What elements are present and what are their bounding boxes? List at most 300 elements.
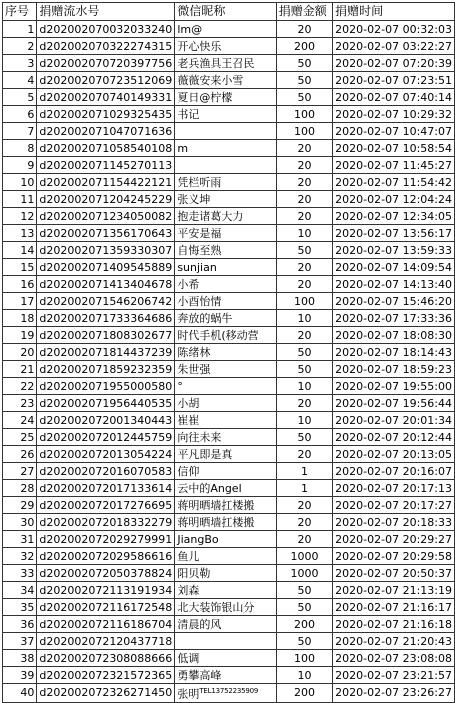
row-index-text: 1 (27, 22, 35, 36)
row-time (333, 667, 455, 684)
row-index (3, 446, 37, 463)
row-time (333, 259, 455, 276)
row-index (3, 344, 37, 361)
row-nickname (175, 429, 276, 446)
row-nickname-tel: TEL13752235909 (199, 687, 259, 695)
row-amount (276, 633, 332, 650)
row-time-text: 2020-02-07 20:18:33 (335, 515, 452, 529)
row-nickname (175, 446, 276, 463)
row-amount (276, 106, 332, 123)
row-time (333, 140, 455, 157)
row-amount (276, 378, 332, 395)
row-nickname (175, 582, 276, 599)
row-amount (276, 480, 332, 497)
header-serial: 捐赠流水号 (37, 3, 175, 21)
row-serial-text: d202002072326271450 (39, 686, 173, 700)
row-time-text: 2020-02-07 03:22:27 (335, 39, 452, 53)
row-time-text: 2020-02-07 07:40:14 (335, 90, 452, 104)
row-serial-text: d202002072321572365 (39, 668, 173, 682)
table-row (3, 123, 455, 140)
row-nickname-text: 奔放的蜗牛 (177, 311, 233, 325)
row-nickname (175, 344, 276, 361)
row-amount (276, 429, 332, 446)
row-serial-text: d202002072116186704 (39, 617, 173, 631)
row-nickname-text: 信仰 (177, 464, 200, 478)
table-row (3, 582, 455, 599)
row-time-text: 2020-02-07 10:58:54 (335, 141, 452, 155)
row-amount-text: 50 (297, 90, 312, 104)
row-nickname (175, 55, 276, 72)
row-nickname (175, 191, 276, 208)
table-row (3, 667, 455, 684)
row-index-text: 13 (20, 226, 35, 240)
row-serial (37, 480, 175, 497)
row-nickname-text: 开心快乐 (177, 39, 222, 53)
row-time (333, 38, 455, 55)
row-serial-text: d202002072308088666 (39, 651, 173, 665)
row-time (333, 191, 455, 208)
table-row (3, 38, 455, 55)
row-nickname-text: 向往未来 (177, 430, 222, 444)
table-row (3, 174, 455, 191)
row-amount-text: 50 (297, 243, 312, 257)
table-row (3, 599, 455, 616)
table-row (3, 429, 455, 446)
row-amount (276, 344, 332, 361)
row-serial (37, 72, 175, 89)
row-time-text: 2020-02-07 19:55:00 (335, 379, 452, 393)
row-serial-text: d202002071956440535 (39, 396, 173, 410)
row-amount-text: 10 (297, 413, 312, 427)
row-serial (37, 89, 175, 106)
table-row (3, 72, 455, 89)
row-time (333, 225, 455, 242)
table-row (3, 191, 455, 208)
row-serial-text: d202002071808302677 (39, 328, 173, 342)
row-serial-text: d202002071359330307 (39, 243, 173, 257)
row-amount (276, 259, 332, 276)
row-time-text: 2020-02-07 11:54:42 (335, 175, 452, 189)
row-nickname (175, 514, 276, 531)
row-amount-text: 10 (297, 668, 312, 682)
header-row (3, 3, 455, 21)
row-time-text: 2020-02-07 13:59:33 (335, 243, 452, 257)
row-time-text: 2020-02-07 14:09:54 (335, 260, 452, 274)
row-serial (37, 548, 175, 565)
row-time-text: 2020-02-07 23:08:08 (335, 651, 452, 665)
row-amount-text: 100 (293, 107, 315, 121)
table-row (3, 361, 455, 378)
row-index (3, 276, 37, 293)
row-amount-text: 20 (297, 175, 312, 189)
row-time-text: 2020-02-07 12:34:05 (335, 209, 452, 223)
row-amount (276, 684, 332, 703)
row-index (3, 480, 37, 497)
row-serial-text: d202002070322274315 (39, 39, 173, 53)
row-serial-text: d202002072017133614 (39, 481, 173, 495)
row-index (3, 565, 37, 582)
row-serial-text: d202002071356170643 (39, 226, 173, 240)
row-index (3, 531, 37, 548)
row-nickname (175, 361, 276, 378)
row-nickname (175, 616, 276, 633)
row-amount (276, 140, 332, 157)
row-amount-text: 200 (293, 617, 315, 631)
row-time (333, 412, 455, 429)
row-time (333, 616, 455, 633)
row-index-text: 24 (20, 413, 35, 427)
row-index (3, 140, 37, 157)
row-nickname (175, 174, 276, 191)
row-time (333, 446, 455, 463)
row-serial-text: d202002070720397756 (39, 56, 173, 70)
row-amount-text: 20 (297, 328, 312, 342)
table-row (3, 548, 455, 565)
row-time-text: 2020-02-07 20:17:27 (335, 498, 452, 512)
row-nickname (175, 259, 276, 276)
row-time (333, 531, 455, 548)
row-nickname (175, 157, 276, 174)
row-amount (276, 157, 332, 174)
table-row (3, 344, 455, 361)
row-amount (276, 327, 332, 344)
row-time (333, 497, 455, 514)
donation-table (2, 2, 455, 703)
row-time-text: 2020-02-07 13:56:17 (335, 226, 452, 240)
row-amount-text: 20 (297, 141, 312, 155)
row-serial-text: d202002071814437239 (39, 345, 173, 359)
row-index (3, 327, 37, 344)
row-amount (276, 72, 332, 89)
row-time (333, 429, 455, 446)
row-amount (276, 497, 332, 514)
row-amount-text: 20 (297, 158, 312, 172)
row-nickname-text: 清晨的风 (177, 617, 222, 631)
row-nickname (175, 208, 276, 225)
row-nickname-text: 平安是福 (177, 226, 222, 240)
row-time-text: 2020-02-07 21:20:43 (335, 634, 452, 648)
row-time-text: 2020-02-07 17:33:36 (335, 311, 452, 325)
row-index-text: 14 (20, 243, 35, 257)
row-time-text: 2020-02-07 18:14:43 (335, 345, 452, 359)
row-amount (276, 361, 332, 378)
row-nickname (175, 480, 276, 497)
row-index (3, 191, 37, 208)
row-amount-text: 200 (293, 686, 315, 700)
row-serial-text: d202002071204245229 (39, 192, 173, 206)
row-nickname (175, 140, 276, 157)
row-amount-text: 50 (297, 345, 312, 359)
row-serial (37, 55, 175, 72)
row-nickname-text: 蒋明晒墙扛楼搬 (177, 498, 255, 512)
row-nickname-text: lm@ (177, 22, 203, 36)
row-serial (37, 650, 175, 667)
table-row (3, 480, 455, 497)
row-serial (37, 242, 175, 259)
row-amount-text: 20 (297, 260, 312, 274)
row-time (333, 633, 455, 650)
row-serial-text: d202002071733364686 (39, 311, 173, 325)
row-time (333, 599, 455, 616)
row-nickname (175, 684, 276, 703)
row-index (3, 378, 37, 395)
row-amount-text: 200 (293, 39, 315, 53)
row-index (3, 157, 37, 174)
row-serial-text: d202002072113191934 (39, 583, 173, 597)
row-serial (37, 565, 175, 582)
row-amount (276, 599, 332, 616)
row-serial-text: d202002071145270113 (39, 158, 173, 172)
row-amount (276, 55, 332, 72)
table-row (3, 208, 455, 225)
row-index (3, 310, 37, 327)
row-amount (276, 276, 332, 293)
row-nickname-text: 云中的Angel (177, 481, 242, 495)
row-serial-text: d202002072120437718 (39, 634, 173, 648)
row-time (333, 55, 455, 72)
row-serial (37, 259, 175, 276)
row-nickname-text: 阳贝勒 (177, 566, 211, 580)
row-time-text: 2020-02-07 20:29:58 (335, 549, 452, 563)
row-nickname-text: 薇薇安来小雪 (177, 73, 244, 87)
table-row (3, 531, 455, 548)
row-serial-text: d202002070740149331 (39, 90, 173, 104)
row-serial-text: d202002071409545889 (39, 260, 173, 274)
row-amount (276, 548, 332, 565)
row-nickname (175, 225, 276, 242)
row-serial (37, 344, 175, 361)
row-nickname (175, 497, 276, 514)
row-amount (276, 38, 332, 55)
row-serial-text: d202002072012445759 (39, 430, 173, 444)
row-index (3, 293, 37, 310)
row-nickname-text: 勇攀高峰 (177, 668, 222, 682)
row-time (333, 242, 455, 259)
row-index (3, 38, 37, 55)
row-index (3, 514, 37, 531)
row-index (3, 55, 37, 72)
row-index-text: 4 (27, 73, 35, 87)
row-index-text: 35 (20, 600, 35, 614)
row-serial-text: d202002072013054224 (39, 447, 173, 461)
row-nickname-text: 小希 (177, 277, 200, 291)
row-serial-text: d202002071047071636 (39, 124, 173, 138)
row-time-text: 2020-02-07 10:29:32 (335, 107, 452, 121)
row-index-text: 31 (20, 532, 35, 546)
row-amount-text: 50 (297, 56, 312, 70)
row-nickname-text: 崔崔 (177, 413, 200, 427)
row-amount (276, 208, 332, 225)
row-nickname (175, 565, 276, 582)
row-nickname-text: 陈绪林 (177, 345, 211, 359)
row-nickname (175, 242, 276, 259)
row-time (333, 310, 455, 327)
row-serial (37, 616, 175, 633)
row-time-text: 2020-02-07 20:50:37 (335, 566, 452, 580)
row-time (333, 514, 455, 531)
row-index-text: 20 (20, 345, 35, 359)
row-index (3, 106, 37, 123)
row-nickname (175, 378, 276, 395)
row-time (333, 582, 455, 599)
row-nickname-text: 老兵渔具王召民 (177, 56, 255, 70)
row-nickname (175, 293, 276, 310)
row-nickname-text: 朱世强 (177, 362, 211, 376)
table-row (3, 327, 455, 344)
row-amount (276, 191, 332, 208)
row-nickname (175, 667, 276, 684)
table-row (3, 463, 455, 480)
row-time-text: 2020-02-07 20:13:05 (335, 447, 452, 461)
row-amount-text: 20 (297, 22, 312, 36)
row-serial (37, 225, 175, 242)
row-time (333, 157, 455, 174)
row-amount-text: 20 (297, 498, 312, 512)
row-time-text: 2020-02-07 20:29:27 (335, 532, 452, 546)
table-row (3, 140, 455, 157)
row-nickname-text: 小胡 (177, 396, 200, 410)
row-serial (37, 310, 175, 327)
row-amount-text: 20 (297, 447, 312, 461)
row-index (3, 667, 37, 684)
row-index-text: 2 (27, 39, 35, 53)
row-index-text: 34 (20, 583, 35, 597)
row-serial-text: d202002070723512069 (39, 73, 173, 87)
row-index-text: 12 (20, 209, 35, 223)
row-amount (276, 616, 332, 633)
row-index (3, 21, 37, 38)
row-index (3, 395, 37, 412)
row-index-text: 33 (20, 566, 35, 580)
row-time (333, 463, 455, 480)
row-index-text: 10 (20, 175, 35, 189)
row-amount (276, 21, 332, 38)
row-index-text: 22 (20, 379, 35, 393)
table-row (3, 21, 455, 38)
row-index-text: 21 (20, 362, 35, 376)
row-nickname (175, 327, 276, 344)
row-amount-text: 1000 (290, 549, 319, 563)
row-serial (37, 514, 175, 531)
row-serial-text: d202002072029586616 (39, 549, 173, 563)
row-index-text: 8 (27, 141, 35, 155)
row-time (333, 276, 455, 293)
row-serial (37, 446, 175, 463)
row-serial (37, 599, 175, 616)
row-index-text: 23 (20, 396, 35, 410)
row-amount (276, 310, 332, 327)
row-nickname-text: 抱走诸葛大力 (177, 209, 244, 223)
row-time-text: 2020-02-07 20:12:44 (335, 430, 452, 444)
row-serial-text: d202002072050378824 (39, 566, 173, 580)
row-serial (37, 276, 175, 293)
row-amount (276, 174, 332, 191)
row-amount (276, 582, 332, 599)
row-index (3, 633, 37, 650)
row-index (3, 242, 37, 259)
row-time (333, 208, 455, 225)
table-row (3, 684, 455, 703)
row-nickname (175, 531, 276, 548)
row-serial (37, 361, 175, 378)
row-nickname-text: 北大装饰银山分 (177, 600, 255, 614)
header-index: 序号 (3, 3, 37, 21)
header-amount: 捐赠金额 (276, 3, 332, 21)
row-index-text: 30 (20, 515, 35, 529)
row-amount (276, 123, 332, 140)
table-row (3, 497, 455, 514)
row-amount-text: 50 (297, 600, 312, 614)
row-nickname-text: 鱼儿 (177, 549, 200, 563)
row-time (333, 327, 455, 344)
row-amount-text: 50 (297, 634, 312, 648)
row-amount (276, 565, 332, 582)
row-nickname-text: ° (177, 379, 183, 393)
row-amount-text: 50 (297, 362, 312, 376)
row-amount (276, 89, 332, 106)
row-time (333, 72, 455, 89)
table-row (3, 55, 455, 72)
row-time-text: 2020-02-07 20:16:07 (335, 464, 452, 478)
row-serial-text: d202002071058540108 (39, 141, 173, 155)
row-amount-text: 100 (293, 294, 315, 308)
table-row (3, 242, 455, 259)
row-amount-text: 20 (297, 515, 312, 529)
row-serial (37, 412, 175, 429)
row-time-text: 2020-02-07 07:20:39 (335, 56, 452, 70)
row-amount-text: 100 (293, 124, 315, 138)
row-index-text: 6 (27, 107, 35, 121)
row-time-text: 2020-02-07 07:23:51 (335, 73, 452, 87)
row-time-text: 2020-02-07 12:04:24 (335, 192, 452, 206)
row-index-text: 15 (20, 260, 35, 274)
row-serial-text: d202002072001340443 (39, 413, 173, 427)
row-nickname (175, 38, 276, 55)
row-time-text: 2020-02-07 10:47:07 (335, 124, 452, 138)
row-nickname (175, 21, 276, 38)
row-index-text: 32 (20, 549, 35, 563)
header-nickname: 微信昵称 (175, 3, 276, 21)
row-nickname-text: 蒋明晒墙扛楼搬 (177, 515, 255, 529)
row-index (3, 582, 37, 599)
row-nickname-text: JiangBo (177, 532, 219, 546)
row-index-text: 37 (20, 634, 35, 648)
row-time (333, 344, 455, 361)
row-time-text: 2020-02-07 14:13:40 (335, 277, 452, 291)
row-index (3, 599, 37, 616)
row-amount-text: 50 (297, 430, 312, 444)
row-index (3, 208, 37, 225)
row-time-text: 2020-02-07 18:08:30 (335, 328, 452, 342)
row-time-text: 2020-02-07 18:59:23 (335, 362, 452, 376)
row-nickname (175, 599, 276, 616)
row-serial-text: d202002071955000580 (39, 379, 173, 393)
row-index (3, 89, 37, 106)
row-index-text: 38 (20, 651, 35, 665)
row-serial (37, 191, 175, 208)
row-time (333, 123, 455, 140)
row-amount (276, 293, 332, 310)
row-serial-text: d202002071413404678 (39, 277, 173, 291)
row-serial (37, 633, 175, 650)
row-amount (276, 242, 332, 259)
row-index-text: 5 (27, 90, 35, 104)
row-amount-text: 20 (297, 209, 312, 223)
table-row (3, 259, 455, 276)
row-amount-text: 20 (297, 277, 312, 291)
row-amount-text: 20 (297, 396, 312, 410)
row-index (3, 259, 37, 276)
